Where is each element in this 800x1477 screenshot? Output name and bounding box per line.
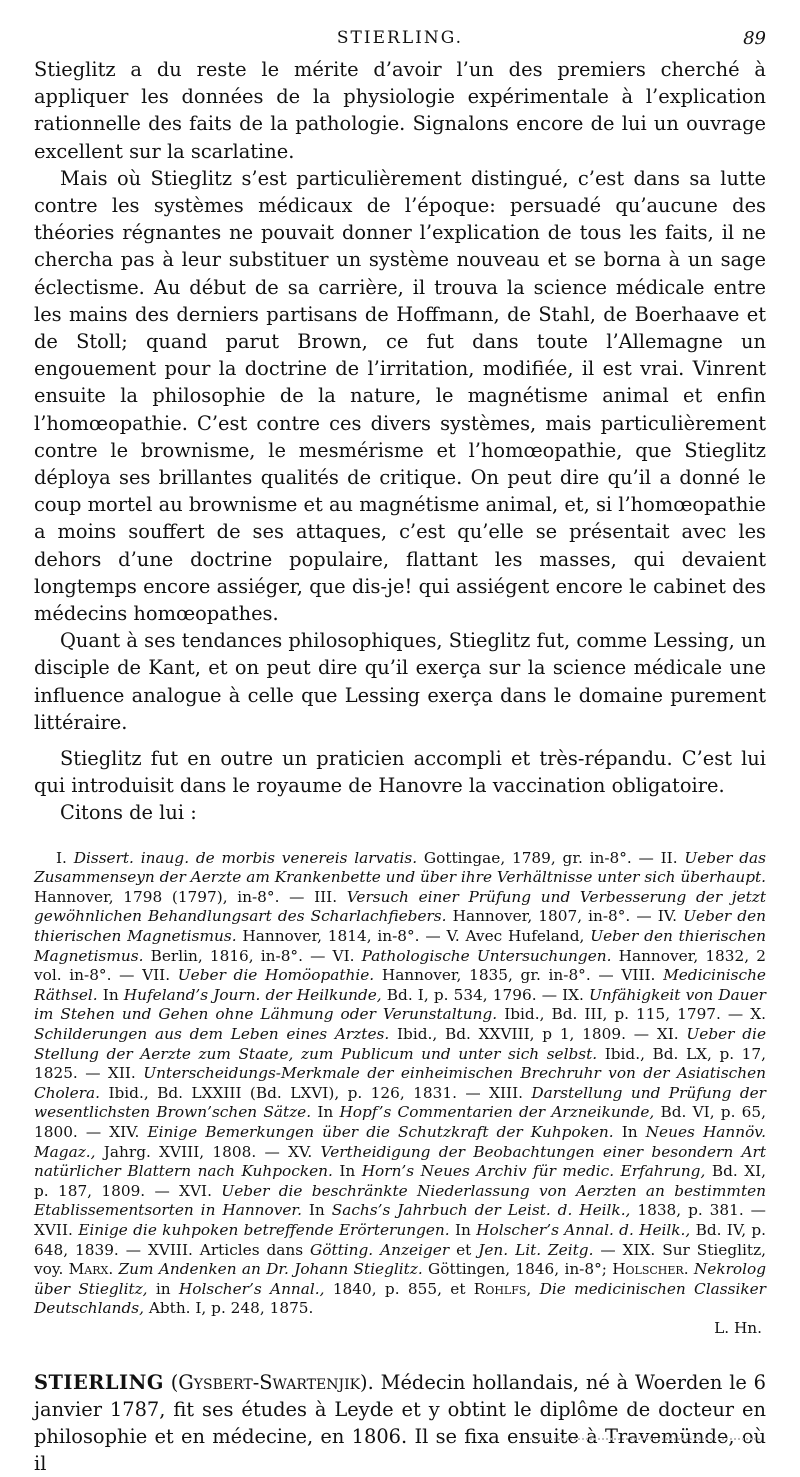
bibliography-title: Holscher’s Annal.,: [178, 1279, 325, 1298]
bibliography-segment: In: [301, 1201, 332, 1220]
bibliography-segment: In: [97, 985, 124, 1004]
bibliography-title: Horn’s Neues Archiv für medic. Erfahrung,: [361, 1162, 706, 1181]
bibliography-title: Schilderungen aus dem Leben eines Arztes.: [34, 1025, 390, 1044]
bibliography-title: Darstellung und Prüfung der wesentlichsten Brown’schen Sätze.: [34, 1083, 766, 1122]
page: [34, 26, 766, 1477]
bibliography-title: Dissert. inaug. de morbis venereis larvatis.: [73, 848, 418, 867]
bibliography-title: Einige die kuhpoken betreffende Erörterungen.: [78, 1220, 450, 1239]
bibliography-segment: Jahrg. XVIII, 1808. — XV.: [95, 1142, 321, 1161]
bibliography-title: Pathologische Untersuchungen.: [361, 946, 612, 965]
bibliography-segment: ,: [526, 1279, 540, 1298]
bibliography-title: Ueber das Zusammenseyn der Aerzte am Krankenbette und über ihre Verhältnisse unter sich überhaupt.: [34, 848, 766, 887]
bibliography-title: Holscher’s Annal. d. Heilk.,: [476, 1220, 691, 1239]
author-signature: L. Hn.: [714, 1318, 762, 1337]
bibliography-segment: In: [332, 1162, 362, 1181]
page-number: 89: [743, 28, 766, 49]
bibliography-segment: Ibid., Bd. LXXIII (Bd. LXVI), p. 126, 1831. — XIII.: [100, 1083, 532, 1102]
bibliography-title: Medicinische Räthsel.: [34, 966, 766, 1004]
paragraph: Citons de lui :: [60, 801, 197, 825]
bibliography-segment: 1838, p. 381. — XVII.: [34, 1201, 766, 1239]
bibliography-segment: Abth. I, p. 248, 1875.: [143, 1299, 314, 1318]
bibliography-segment: In: [449, 1220, 477, 1239]
bibliography-segment: Hannover, 1798 (1797), in-8°. — III.: [34, 887, 347, 906]
paragraph: Stieglitz a du reste le mérite d’avoir l’un des premiers cherché à appliquer les données de la physiologie expérimentale à l’explication rationnelle des faits de la pathologie. Signalons encore de lui un ouvrage excellent sur la scarlatine.: [34, 58, 766, 163]
bibliography-title: Versuch einer Prüfung und Verbesserung der jetzt gewöhnlichen Behandlungsart des Scharlachfiebers.: [34, 887, 767, 926]
bibliography-segment: et: [449, 1240, 479, 1259]
bibliography-title: Vertheidigung der Beobachtungen einer besondern Art natürlicher Blattern nach Kuhpocken.: [34, 1142, 766, 1181]
paragraph: Mais où Stieglitz s’est particulièrement distingué, c’est dans sa lutte contre les systèmes médicaux de l’époque: persuadé qu’aucune des théories régnantes ne pouvait donner l’explication de tous les faits, il ne chercha pas à leur substituer un système nouveau et se borna à un sage éclectisme. Au début de sa carrière, il trouva la science médicale entre les mains des derniers partisans de Hoffmann, de Stahl, de Boerhaave et de Stoll; quand parut Brown, ce fut dans toute l’Allemagne un engouement pour la doctrine de l’irritation, modifiée, il est vrai. Vinrent ensuite la philosophie de la nature, le magnétisme animal et enfin l’homœopathie. C’est contre ces divers systèmes, mais particulièrement contre le brownisme, le mesmérisme et l’homœopathie, que Stieglitz déploya ses brillantes qualités de critique. On peut dire qu’il a donné le coup mortel au brownisme et au magnétisme animal, et, si l’homœopathie a moins souffert de ses attaques, c’est qu’elle se présentait avec les dehors d’une doctrine populaire, flattant les masses, qui devaient longtemps encore assiéger, que dis-je! qui assiégent encore le cabinet des médecins homœopathes.: [34, 166, 766, 626]
bibliography-segment: Berlin, 1816, in-8°. — VI.: [143, 946, 362, 965]
bibliography-title: Ueber die Stellung der Aerzte zum Staate, zum Publicum und unter sich selbst.: [34, 1025, 767, 1063]
bibliography-title: Ueber den thierischen Magnetismus.: [34, 907, 767, 946]
bibliography-segment: Hannover, 1835, gr. in-8°. — VIII.: [374, 966, 664, 985]
bibliography-title: Ueber den thierischen Magnetismus.: [34, 927, 766, 965]
bibliography-segment: Holscher: [612, 1260, 684, 1279]
bibliography-text: [34, 849, 766, 1318]
bibliography-segment: Bd. IV, p. 648, 1839. — XVIII. Articles dans: [34, 1220, 767, 1259]
bibliography-title: Zum Andenken an Dr. Johann Stieglitz.: [118, 1260, 423, 1279]
bibliography-title: Götting. Anzeiger: [310, 1240, 450, 1259]
bibliography-segment: Hannover, 1807, in-8°. — IV.: [446, 907, 684, 926]
bibliography-segment: Hannover, 1832, 2 vol. in-8°. — VII.: [34, 946, 766, 985]
print-smudge: [530, 1438, 760, 1443]
bibliography-segment: I.: [56, 848, 74, 867]
bibliography-title: Hufeland’s Journ. der Heilkunde,: [123, 985, 382, 1004]
bibliography-segment: .: [108, 1260, 119, 1279]
bibliography-segment: .: [683, 1260, 694, 1279]
bibliography-segment: Gottingae, 1789, gr. in-8°. — II.: [417, 848, 685, 867]
bibliography-segment: Ibid., Bd. LX, p. 17, 1825. — XII.: [34, 1044, 766, 1083]
bibliography-title: Einige Bemerkungen über die Schutzkraft der Kuhpoken.: [147, 1123, 614, 1141]
bibliography-title: Sachs’s Jahrbuch der Leist. d. Heilk.,: [331, 1201, 631, 1220]
entry-subheading: (Gysbert-Swartenjik).: [163, 1370, 374, 1394]
bibliography-title: Nekrolog über Stieglitz,: [34, 1260, 767, 1298]
bibliography: [34, 849, 766, 1339]
bibliography-title: Ueber die Homöopathie.: [177, 966, 375, 985]
bibliography-title: Die medicinischen Classiker Deutschlands,: [34, 1279, 766, 1318]
bibliography-segment: in: [147, 1279, 179, 1298]
paragraph: Stieglitz fut en outre un praticien accompli et très-répandu. C’est lui qui introduisit dans le royaume de Hanovre la vaccination obligatoire.: [34, 747, 766, 798]
bibliography-segment: Ibid., Bd. III, p. 115, 1797. — X.: [497, 1005, 766, 1024]
bibliography-segment: In: [311, 1103, 340, 1122]
entry-headword: STIERLING: [34, 1370, 164, 1394]
bibliography-segment: Ibid., Bd. XXVIII, p 1, 1809. — XI.: [389, 1025, 687, 1044]
bibliography-segment: Bd. VI, p. 65, 1800. — XIV.: [34, 1103, 767, 1141]
bibliography-segment: Göttingen, 1846, in-8°;: [422, 1260, 613, 1279]
bibliography-segment: Hannover, 1814, in-8°. — V. Avec Hufeland,: [236, 927, 591, 946]
dictionary-entry: [34, 1369, 766, 1477]
entry-text: Médecin hollandais, né à Woerden le 6 janvier 1787, fit ses études à Leyde et y obtint le diplôme de docteur en philosophie et en médecine, en 1806. Il se fixa ensuite à Travemünde, où il: [34, 1370, 767, 1476]
bibliography-segment: Bd. I, p. 534, 1796. — IX.: [381, 985, 590, 1004]
bibliography-title: Unfähigkeit von Dauer im Stehen und Gehen ohne Lähmung oder Verunstaltung.: [34, 985, 766, 1024]
bibliography-segment: Rohlfs: [473, 1279, 527, 1298]
bibliography-segment: In: [613, 1123, 646, 1141]
bibliography-segment: Bd. XI, p. 187, 1809. — XVI.: [34, 1162, 766, 1200]
page-header: [34, 26, 766, 56]
bibliography-segment: 1840, p. 855, et: [324, 1279, 474, 1298]
bibliography-segment: — XIX. Sur Stieglitz, voy.: [34, 1240, 767, 1279]
bibliography-title: Jen. Lit. Zeitg.: [478, 1240, 594, 1259]
body-text: [34, 56, 766, 827]
paragraph: Quant à ses tendances philosophiques, Stieglitz fut, comme Lessing, un disciple de Kant, et on peut dire qu’il exerça sur la science médicale une influence analogue à celle que Lessing exerça dans le domaine purement littéraire.: [34, 629, 766, 734]
running-head: STIERLING.: [336, 28, 464, 48]
bibliography-title: Unterscheidungs-Merkmale der einheimischen Brechruhr von der Asiatischen Cholera.: [34, 1064, 766, 1102]
bibliography-title: Neues Hannöv. Magaz.,: [34, 1123, 767, 1161]
bibliography-title: Hopf’s Commentarien der Arzneikunde,: [339, 1103, 655, 1122]
bibliography-title: Ueber die beschränkte Niederlassung von Aerzten an bestimmten Etablissementsorten in Hannover.: [34, 1181, 766, 1220]
bibliography-segment: Marx: [68, 1260, 109, 1279]
